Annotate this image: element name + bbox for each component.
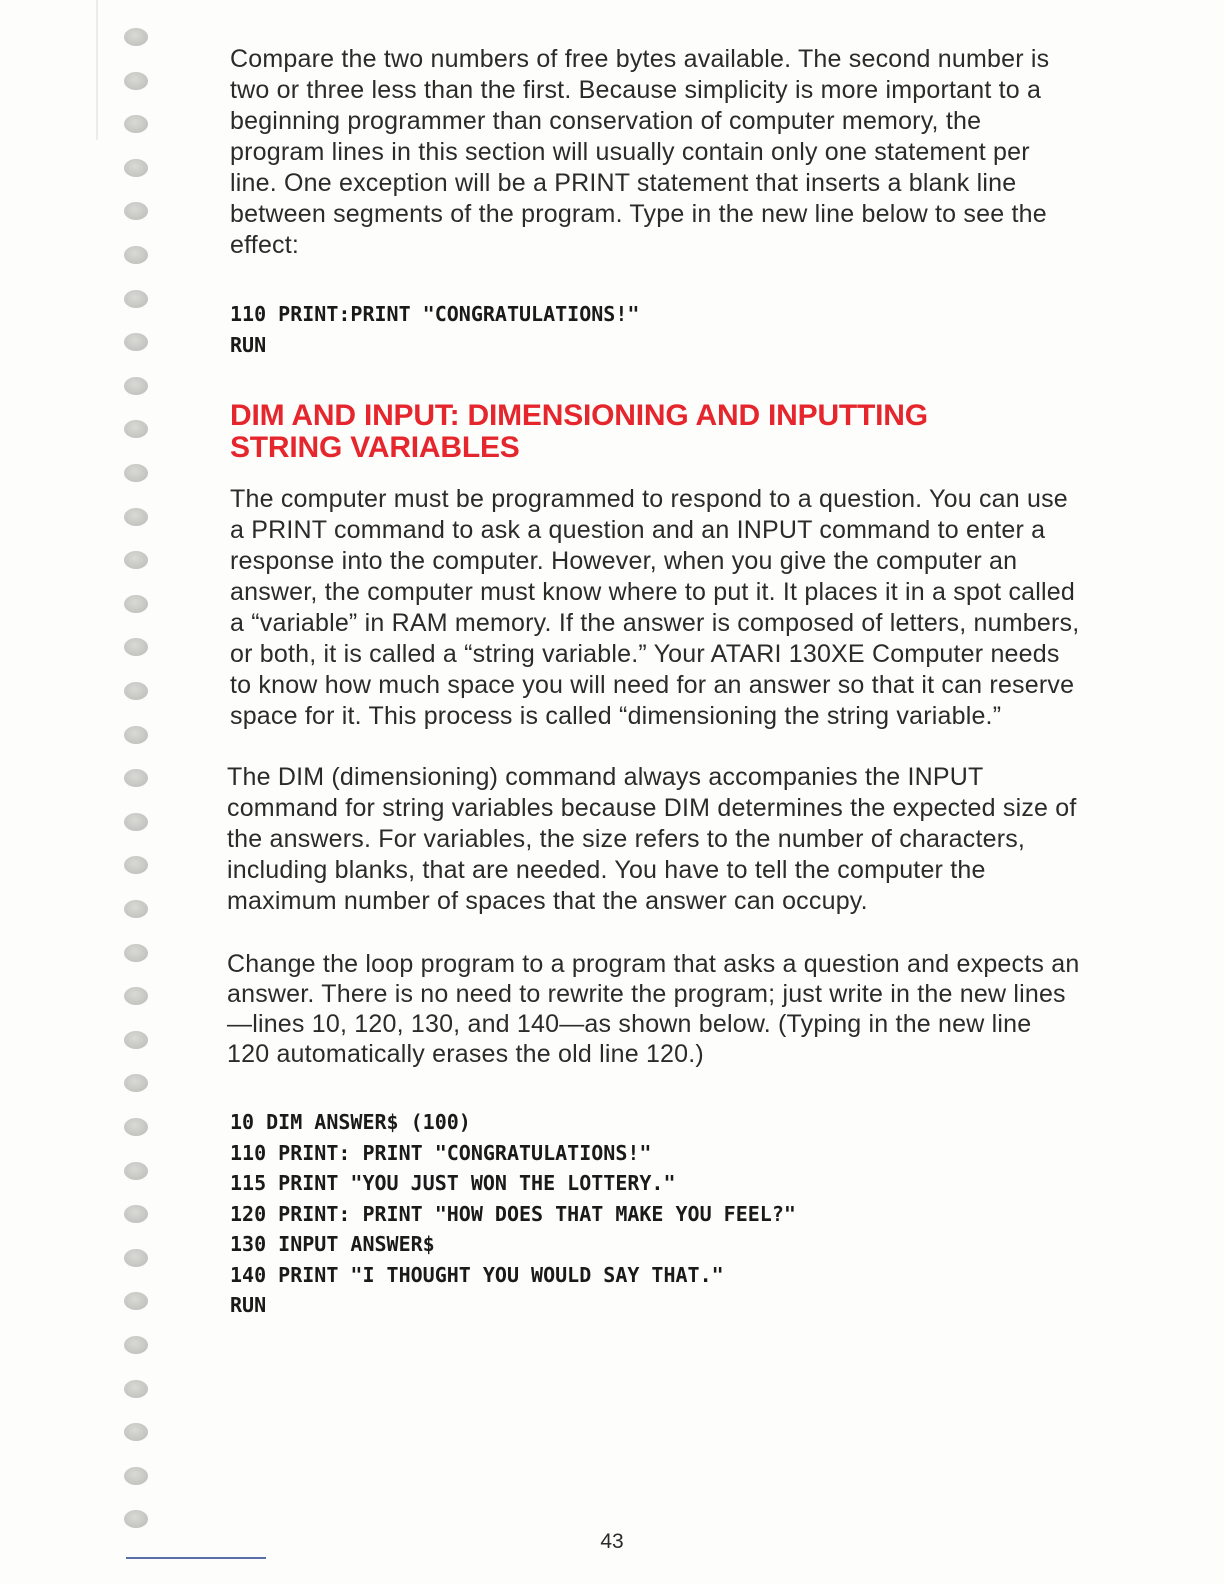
code-block-1 (230, 299, 1080, 360)
binding-hole (124, 726, 148, 744)
binding-hole (124, 1074, 148, 1092)
binding-hole (124, 377, 148, 395)
binding-hole (124, 28, 148, 46)
binding-hole (124, 1205, 148, 1223)
code-line: 110 PRINT: PRINT "CONGRATULATIONS!" (230, 1140, 652, 1165)
code-line: 115 PRINT "YOU JUST WON THE LOTTERY." (230, 1171, 676, 1195)
binding-hole (124, 290, 148, 308)
footer-rule (126, 1557, 266, 1559)
binding-hole (124, 464, 148, 482)
binding-hole (124, 1292, 148, 1310)
binding-hole (124, 1336, 148, 1354)
binding-hole (124, 1249, 148, 1267)
binding-hole (124, 638, 148, 656)
binding-hole (124, 987, 148, 1005)
binding-hole (124, 246, 148, 264)
binding-hole (124, 508, 148, 526)
binding-hole (124, 1380, 148, 1398)
code-line: 130 INPUT ANSWER$ (230, 1232, 435, 1256)
binding-hole (124, 333, 148, 351)
binding-hole (124, 1467, 148, 1485)
binding-hole (124, 115, 148, 133)
code-line: 10 DIM ANSWER$ (100) (230, 1110, 471, 1134)
code-line: RUN (230, 332, 267, 357)
binding-hole (124, 900, 148, 918)
section-heading-line-1: DIM AND INPUT: DIMENSIONING AND INPUTTING (230, 399, 928, 432)
code-line: 140 PRINT "I THOUGHT YOU WOULD SAY THAT." (230, 1262, 724, 1287)
binding-hole (124, 72, 148, 90)
page-edge-shadow (96, 0, 98, 140)
code-line: RUN (230, 1293, 267, 1317)
binding-hole (124, 551, 148, 569)
binding-hole (124, 1162, 148, 1180)
spiral-binding (118, 28, 158, 1558)
binding-hole (124, 856, 148, 874)
binding-hole (124, 1031, 148, 1049)
binding-hole (124, 202, 148, 220)
binding-hole (124, 769, 148, 787)
page-number: 43 (600, 1530, 624, 1553)
binding-hole (124, 420, 148, 438)
section-heading (230, 400, 1080, 464)
code-line: 110 PRINT:PRINT "CONGRATULATIONS!" (230, 302, 640, 326)
paragraph-dim: The DIM (dimensioning) command always accompanies the INPUT command for string variables because DIM determines the expected size of the answers. For variables, the size refers to the number of characters, including blanks, that are needed. You have to tell the computer the maximum number of spaces that the answer can occupy. (227, 763, 1077, 915)
binding-hole (124, 595, 148, 613)
binding-hole (124, 159, 148, 177)
binding-hole (124, 1423, 148, 1441)
section-heading-line-2: STRING VARIABLES (230, 431, 520, 464)
binding-hole (124, 944, 148, 962)
binding-hole (124, 682, 148, 700)
paragraph-variables: The computer must be programmed to respond to a question. You can use a PRINT command to ask a question and an INPUT command to enter a response into the computer. However, when you give the computer an answer, the computer must know where to put it. It places it in a spot called a “variable” in RAM memory. If the answer is composed of letters, numbers, or both, it is called a “string variable.” Your ATARI 130XE Computer needs to know how much space you will need for an answer so that it can reserve space for it. This process is called “dimensioning the string variable.” (230, 485, 1080, 730)
binding-hole (124, 1118, 148, 1136)
paragraph-change: Change the loop program to a program that asks a question and expects an answer. There is no need to rewrite the program; just write in the new lines—lines 10, 120, 130, and 140—as shown below. (Typing in the new line 120 automatically erases the old line 120.) (227, 950, 1080, 1068)
code-block-2 (230, 1107, 1080, 1321)
paragraph-intro: Compare the two numbers of free bytes available. The second number is two or three less than the first. Because simplicity is more important to a beginning programmer than conservation of computer memory, the program lines in this section will usually contain only one statement per line. One exception will be a PRINT statement that inserts a blank line between segments of the program. Type in the new line below to see the effect: (230, 45, 1050, 259)
page-content (227, 44, 1080, 1321)
code-line: 120 PRINT: PRINT "HOW DOES THAT MAKE YOU FEEL?" (230, 1201, 796, 1226)
binding-hole (124, 1510, 148, 1528)
binding-hole (124, 813, 148, 831)
